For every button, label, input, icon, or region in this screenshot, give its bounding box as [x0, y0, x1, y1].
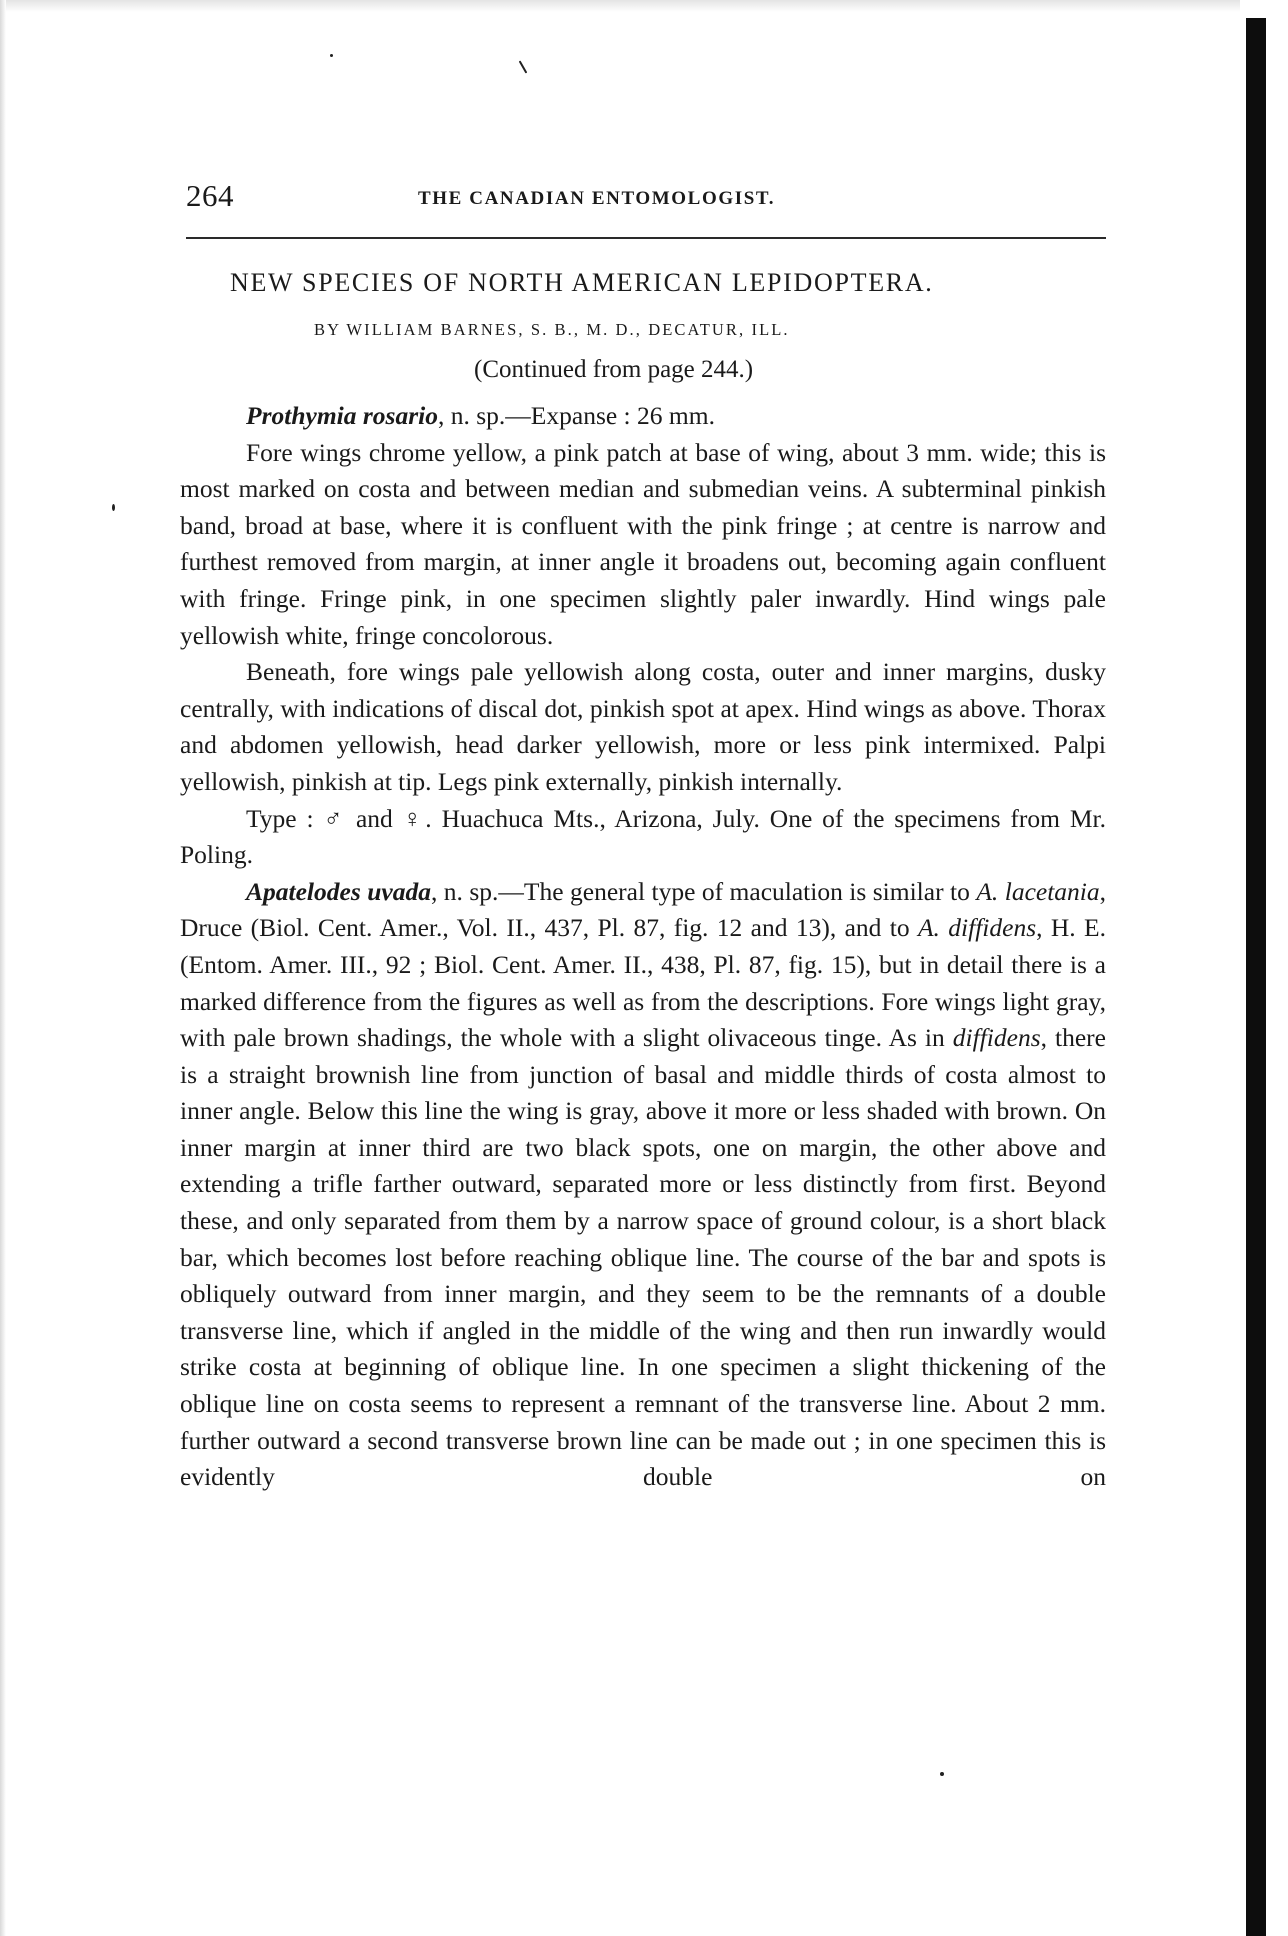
species-name: Prothymia rosario	[246, 401, 438, 430]
scan-binding-edge	[1246, 18, 1266, 1936]
species-reference: diffidens	[952, 1023, 1041, 1053]
species-reference: A. diffidens	[917, 913, 1037, 943]
paragraph-text: , n. sp.—The general type of maculation is similar to	[430, 876, 977, 906]
running-title: THE CANADIAN ENTOMOLOGIST.	[418, 188, 776, 209]
species-heading-prothymia	[180, 398, 1106, 435]
scan-speck	[330, 54, 333, 57]
description-paragraph: Fore wings chrome yellow, a pink patch at base of wing, about 3 mm. wide; this is most marked on costa and between median and submedian veins. A subterminal pinkish band, broad at base, where it is confluent with the pink fringe ; at centre is narrow and furthest removed from margin, at inner angle it broadens out, becoming again confluent with fringe. Fringe pink, in one specimen slightly paler inwardly. Hind wings pale yellowish white, fringe concolorous.	[180, 437, 1106, 650]
description-paragraph: Beneath, fore wings pale yellowish along costa, outer and inner margins, dusky centrally, with indications of discal dot, pinkish spot at apex. Hind wings as above. Thorax and abdomen yellowish, head darker yellowish, more or less pink intermixed. Palpi yellowish, pinkish at tip. Legs pink externally, pinkish internally.	[180, 657, 1106, 796]
species-reference: A. lacetania	[976, 876, 1100, 906]
type-locality-paragraph: Type : ♂ and ♀. Huachuca Mts., Arizona, July. One of the specimens from Mr. Poling.	[180, 803, 1106, 870]
header-rule	[186, 237, 1106, 239]
paragraph-text: , there is a straight brownish line from junction of basal and middle thirds of costa almost to inner angle. Below this line the wing is gray, above it more or less shaded with brown. On inner margin at inner third are two black spots, one on margin, the other above and extending a trifle farther outward, separated more or less distinctly from first. Beyond these, and only separated from them by a narrow space of ground colour, is a short black bar, which becomes lost before reaching oblique line. The course of the bar and spots is obliquely outward from inner margin, and they seem to be the remnants of a double transverse line, which if angled in the middle of the wing and then run inwardly would strike costa at beginning of oblique line. In one specimen a slight thickening of the oblique line on costa seems to represent a remnant of the transverse line. About 2 mm. further outward a second transverse brown line can be made out ; in one specimen this is evidently double on	[180, 1023, 1106, 1492]
scan-top-shadow	[0, 0, 1240, 12]
scan-left-shadow	[0, 0, 6, 1936]
page-header	[186, 178, 1106, 220]
paragraph-text: , Druce (Biol. Cent. Amer., Vol. II., 437, Pl. 87, fig. 12 and 13), and to	[180, 876, 1106, 943]
paragraph-text: , H. E. (Entom. Amer. III., 92 ; Biol. Cent. Amer. II., 438, Pl. 87, fig. 15), but in detail there is a marked difference from the figures as well as from the descriptions. Fore wings light gray, with pale brown shadings, the whole with a slight olivaceous tinge. As in	[180, 913, 1106, 1053]
article-title: NEW SPECIES OF NORTH AMERICAN LEPIDOPTERA.	[230, 268, 934, 297]
species-paragraph-apatelodes	[180, 874, 1106, 1496]
scan-speck	[112, 504, 115, 511]
page-number: 264	[186, 178, 234, 213]
scan-speck	[519, 60, 528, 73]
species-name: Apatelodes uvada	[246, 876, 431, 906]
article-body	[180, 398, 1106, 1496]
scan-speck	[940, 1772, 944, 1776]
article-byline: BY WILLIAM BARNES, S. B., M. D., DECATUR, ILL.	[314, 320, 790, 339]
species-heading-text: , n. sp.—Expanse : 26 mm.	[438, 401, 715, 430]
continued-note: (Continued from page 244.)	[474, 356, 754, 383]
